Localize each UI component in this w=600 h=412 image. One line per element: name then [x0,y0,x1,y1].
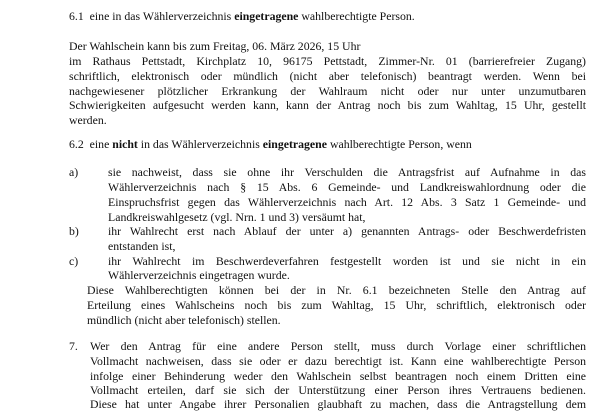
section-6-2-number: 6.2 [69,137,84,151]
section-6-1-line: Der Wahlschein kann bis zum Freitag, 06. März 2026, 15 Uhr [69,39,361,53]
list-item-marker-c: c) [69,254,79,268]
section-7-number: 7. [69,339,78,353]
section-6-2-closing-line: Diese Wahlberechtigten können bei der in Nr. 6.1 bezeichneten Stelle den Antrag auf [87,283,586,297]
section-6-2-heading-pre: eine [89,137,110,151]
section-6-2-heading [69,137,472,152]
section-6-2-closing-line: Erteilung eines Wahlscheins noch bis zum Wahltag, 15 Uhr, schriftlich, elektronisch oder [87,298,586,312]
section-7-line: infolge einer Behinderung weder den Wahlschein selbst beantragen noch einem Dritten eine [90,369,586,383]
section-6-2-heading-bold-eingetragene: eingetragene [262,137,327,151]
section-6-1-line: werden. [69,113,107,127]
list-item-a-line: Wählerverzeichnis nach § 15 Abs. 6 Gemeinde- und Landkreiswahlordnung oder die [108,180,586,194]
list-item-a-line: sie nachweist, dass sie ohne ihr Verschulden die Antragsfrist auf Aufnahme in das [108,165,586,179]
section-7-line: Diese hat unter Angabe ihrer Personalien glaubhaft zu machen, dass die Antragstellung dem [90,397,586,411]
section-6-1-heading [69,9,415,24]
section-6-2-heading-post: wahlberechtigte Person, wenn [329,137,472,151]
list-item-c-line: Wählerverzeichnis eingetragen wurde. [108,268,290,282]
section-7-line: Vollmacht nachweisen, dass sie oder er dazu berechtigt ist. Kann eine wahlberechtigte Person [90,354,586,368]
section-6-1-line: Schwierigkeiten aufgesucht werden kann, kann der Antrag noch bis zum Wahltag, 15 Uhr, gestellt [69,98,586,112]
section-7-line: Wer den Antrag für eine andere Person stellt, muss durch Vorlage einer schriftlichen [90,339,586,353]
list-item-b-line: ihr Wahlrecht erst nach Ablauf der unter a) genannten Antrags- oder Beschwerdefristen [108,224,586,238]
section-6-1-line: im Rathaus Pettstadt, Kirchplatz 10, 96175 Pettstadt, Zimmer-Nr. 01 (barrierefreier Zugang) [69,54,586,68]
list-item-c-line: ihr Wahlrecht im Beschwerdeverfahren festgestellt worden ist und sie nicht in ein [108,254,586,268]
section-6-2-closing-line: mündlich (nicht aber telefonisch) stellen. [87,313,281,327]
section-6-1-line: nachgewiesener plötzlicher Erkrankung der Wahlraum nicht oder nur unter unzumutbaren [69,84,586,98]
section-6-1-number: 6.1 [69,9,84,23]
section-7-line: Vollmacht erteilen, darf sie sich der Unterstützung einer Person ihres Vertrauens bedienen. [90,383,586,397]
list-item-b-line: entstanden ist, [108,239,176,253]
list-item-a-line: Landkreiswahlgesetz (vgl. Nrn. 1 und 3) versäumt hat, [108,210,366,224]
section-6-1-heading-bold: eingetragene [234,9,299,23]
list-item-marker-b: b) [69,224,79,238]
section-6-1-line: schriftlich, elektronisch oder mündlich (nicht aber telefonisch) beantragt werden. Wenn bei [69,69,586,83]
section-6-1-heading-pre: eine in das Wählerverzeichnis [89,9,232,23]
section-6-1-heading-post: wahlberechtigte Person. [301,9,415,23]
section-6-2-heading-bold-nicht: nicht [112,137,138,151]
list-item-a-line: Einspruchsfrist gegen das Wählerverzeichnis nach Art. 12 Abs. 3 Satz 1 Gemeinde- und [108,195,586,209]
list-item-marker-a: a) [69,165,79,179]
section-6-2-heading-mid: in das Wählerverzeichnis [140,137,260,151]
